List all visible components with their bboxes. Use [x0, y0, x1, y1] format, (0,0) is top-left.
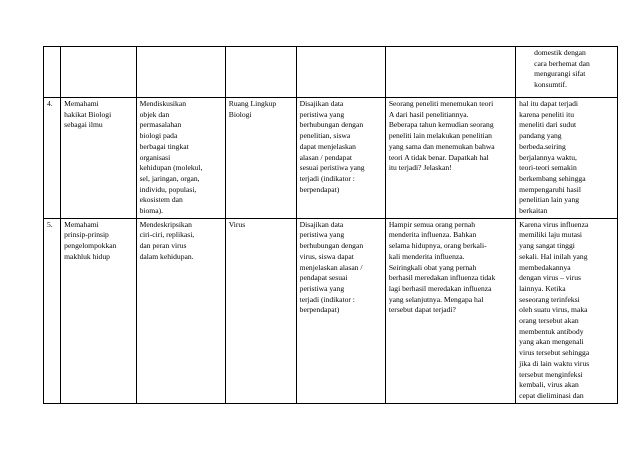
cell-kd: [61, 47, 136, 98]
text-line: berpendapat): [299, 184, 340, 194]
text-line: biologi pada: [139, 131, 178, 141]
text-line: terjadi (indikator :: [299, 294, 355, 304]
text-line: selama hidupnya, orang berkali-: [388, 241, 487, 251]
text-line: tersebut dapat terjadi?: [388, 305, 456, 315]
text-line: A dari hasil penelitiannya.: [388, 109, 469, 119]
cell-tugas: [296, 98, 385, 219]
cell-no: [44, 47, 61, 98]
text-line: dan peran virus: [139, 241, 187, 251]
text-line: dapat menjelaskan: [299, 141, 356, 151]
text-line: berhubungan dengan: [299, 120, 364, 130]
text-line: individu, populasi,: [139, 184, 197, 194]
text-line: yang sangat tinggi: [519, 241, 575, 251]
text-line: domestik dengan: [534, 48, 586, 57]
text-line: tersebut menginfeksi: [519, 369, 583, 379]
text-line: virus, siswa dapat: [299, 251, 354, 261]
text-line: membentuk antibody: [519, 326, 584, 336]
text-line: yang sama dan menemukan bahwa: [388, 141, 495, 151]
text-line: menderita influenza. Bahkan: [388, 230, 477, 240]
cell-jawaban: [516, 218, 618, 403]
text-line: pandang yang: [519, 131, 562, 141]
text-line: berkembang sehingga: [519, 173, 586, 183]
cell-stimulus: [385, 47, 515, 98]
text-line: sekali. Hal inilah yang: [519, 251, 588, 261]
text-line: Karena virus influenza: [519, 219, 589, 229]
text-line: berbeda.seiring: [519, 141, 566, 151]
text-line: Mendeskripsikan: [139, 219, 192, 229]
text-line: kali menderita influenza.: [388, 251, 465, 261]
cell-materi: [136, 47, 225, 98]
text-line: sel, jaringan, organ,: [139, 173, 200, 183]
text-line: berbagai tingkat: [139, 141, 189, 151]
text-line: yang akan mengenali: [519, 337, 584, 347]
cell-materi: [136, 98, 225, 219]
text-line: Memahami: [64, 219, 99, 229]
text-line: berhubungan dengan: [299, 241, 364, 251]
cell-jawaban: [516, 98, 618, 219]
cell-no: 4.: [44, 98, 61, 219]
text-line: berkaitan: [519, 206, 548, 216]
text-line: Disajikan data: [299, 99, 344, 108]
text-line: organisasi: [139, 152, 171, 162]
text-line: konsumtif.: [534, 80, 567, 90]
text-line: peristiwa yang: [299, 283, 345, 293]
text-line: menjelaskan alasan /: [299, 262, 363, 272]
text-line: terjadi (indikator :: [299, 173, 355, 183]
cell-lingkup: [225, 47, 296, 98]
text-line: mempengaruhi hasil: [519, 184, 581, 194]
text-line: jika di lain waktu virus: [519, 358, 590, 368]
text-line: sebagai ilmu: [64, 120, 103, 130]
text-line: Seiringkali obat yang pernah: [388, 262, 477, 272]
question-table: [43, 46, 618, 404]
cell-no: 5.: [44, 218, 61, 403]
table-row: [44, 218, 618, 403]
text-line: lagi berhasil meredakan influenza: [388, 283, 492, 293]
text-line: yang selanjutnya. Mengapa hal: [388, 294, 484, 304]
text-line: penelitian, siswa: [299, 131, 351, 141]
text-line: peneliti lain melakukan penelitian: [388, 131, 492, 141]
text-line: seseorang terinfeksi: [519, 294, 580, 304]
text-line: itu terjadi? Jelaskan!: [388, 163, 452, 173]
text-line: meneliti dari sudut: [519, 120, 577, 130]
text-line: pendapat sesuai: [299, 273, 348, 283]
text-line: Ruang Lingkup: [228, 99, 277, 108]
text-line: makhluk hidup: [64, 251, 110, 261]
text-line: ekosistem dan: [139, 195, 183, 205]
text-line: Memahami: [64, 99, 99, 108]
cell-lingkup: [225, 98, 296, 219]
text-line: cara berhemat dan: [534, 58, 590, 68]
text-line: peristiwa yang: [299, 230, 345, 240]
text-line: ciri-ciri, replikasi,: [139, 230, 195, 240]
text-line: Biologi: [228, 109, 252, 119]
text-line: memiliki laju mutasi: [519, 230, 583, 240]
cell-tugas: [296, 47, 385, 98]
text-line: Mendiskusikan: [139, 99, 186, 108]
text-line: Virus: [228, 219, 246, 229]
text-line: berhasil meredakan influenza tidak: [388, 273, 496, 283]
text-line: cepat dieliminasi dan: [519, 390, 584, 400]
text-line: sesuai peristiwa yang: [299, 163, 365, 173]
text-line: hakikat Biologi: [64, 109, 112, 119]
text-line: peristiwa yang: [299, 109, 345, 119]
text-line: Seorang peneliti menemukan teori: [388, 99, 494, 108]
text-line: dalam kehidupan.: [139, 251, 194, 261]
cell-kd: [61, 98, 136, 219]
text-line: Disajikan data: [299, 219, 344, 229]
table-row: [44, 47, 618, 98]
text-line: mengurangi sifat: [534, 69, 586, 79]
text-line: teori-teori semakin: [519, 163, 577, 173]
text-line: prinsip-prinsip: [64, 230, 109, 240]
text-line: virus tersebut sehingga: [519, 348, 590, 358]
cell-kd: [61, 218, 136, 403]
text-line: hal itu dapat terjadi: [519, 99, 579, 108]
text-line: lainnya. Ketika: [519, 283, 566, 293]
text-line: kehidupan (molekul,: [139, 163, 203, 173]
text-line: penelitian lain yang: [519, 195, 580, 205]
text-line: objek dan: [139, 109, 170, 119]
text-line: oleh suatu virus, maka: [519, 305, 588, 315]
text-line: bioma).: [139, 206, 164, 216]
text-line: permasalahan: [139, 120, 182, 130]
cell-stimulus: [385, 218, 515, 403]
text-line: karena peneliti itu: [519, 109, 574, 119]
text-line: Hampir semua orang pernah: [388, 219, 476, 229]
cell-lingkup: [225, 218, 296, 403]
text-line: teori A tidak benar. Dapatkah hal: [388, 152, 489, 162]
text-line: alasan / pendapat: [299, 152, 352, 162]
text-line: berpendapat): [299, 305, 340, 315]
table-row: [44, 98, 618, 219]
text-line: Beberapa tahun kemudian seorang: [388, 120, 494, 130]
text-line: orang tersebut akan: [519, 316, 579, 326]
text-line: membedakannya: [519, 262, 571, 272]
text-line: berjalannya waktu,: [519, 152, 577, 162]
text-line: pengelompokkan: [64, 241, 117, 251]
text-line: kembali, virus akan: [519, 380, 579, 390]
cell-tugas: [296, 218, 385, 403]
cell-materi: [136, 218, 225, 403]
text-line: dengan virus – virus: [519, 273, 581, 283]
cell-stimulus: [385, 98, 515, 219]
cell-jawaban: [516, 47, 618, 98]
